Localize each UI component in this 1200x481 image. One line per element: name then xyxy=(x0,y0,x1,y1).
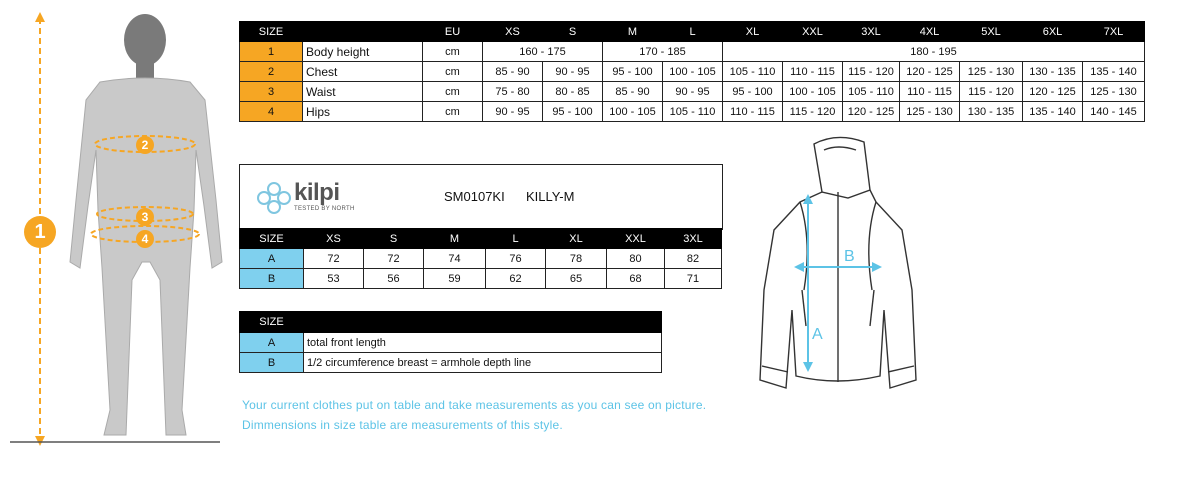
legend-key: A xyxy=(240,333,304,353)
value-cell: 80 - 85 xyxy=(543,82,603,102)
value-cell: 95 - 100 xyxy=(603,62,663,82)
value-cell: 72 xyxy=(364,249,424,269)
value-cell: 59 xyxy=(424,269,486,289)
row-unit: cm xyxy=(423,62,483,82)
value-cell: 105 - 110 xyxy=(723,62,783,82)
value-cell: 130 - 135 xyxy=(1023,62,1083,82)
table-row xyxy=(240,82,1145,102)
row-key: B xyxy=(240,269,304,289)
value-cell: 95 - 100 xyxy=(543,102,603,122)
row-number: 4 xyxy=(240,102,303,122)
value-cell: 85 - 90 xyxy=(603,82,663,102)
value-cell: 125 - 130 xyxy=(960,62,1023,82)
value-cell: 120 - 125 xyxy=(1023,82,1083,102)
jacket-label-a: A xyxy=(812,326,823,343)
legend-text: total front length xyxy=(304,333,662,353)
row-label: Body height xyxy=(303,42,423,62)
row-label: Chest xyxy=(303,62,423,82)
value-cell: 90 - 95 xyxy=(663,82,723,102)
header-cell: 3XL xyxy=(843,22,900,42)
legend-key: B xyxy=(240,353,304,373)
row-label: Waist xyxy=(303,82,423,102)
row-number: 3 xyxy=(240,82,303,102)
value-cell: 100 - 105 xyxy=(663,62,723,82)
value-cell: 125 - 130 xyxy=(900,102,960,122)
value-cell: 78 xyxy=(546,249,607,269)
header-cell: SIZE xyxy=(240,22,303,42)
header-cell: 6XL xyxy=(1023,22,1083,42)
header-cell: SIZE xyxy=(240,312,304,333)
marker-2: 2 xyxy=(136,136,154,154)
range-cell: 160 - 175 xyxy=(483,42,603,62)
value-cell: 115 - 120 xyxy=(783,102,843,122)
value-cell: 110 - 115 xyxy=(783,62,843,82)
brand-tagline: TESTED BY NORTH xyxy=(294,206,355,212)
value-cell: 120 - 125 xyxy=(843,102,900,122)
value-cell: 85 - 90 xyxy=(483,62,543,82)
legend-row xyxy=(240,333,662,353)
table-row xyxy=(240,102,1145,122)
header-cell: 7XL xyxy=(1083,22,1145,42)
marker-3: 3 xyxy=(136,208,154,226)
row-key: A xyxy=(240,249,304,269)
product-header xyxy=(239,164,723,230)
product-name: KILLY-M xyxy=(526,189,575,204)
header-cell: M xyxy=(603,22,663,42)
value-cell: 71 xyxy=(665,269,722,289)
header-cell: 3XL xyxy=(665,229,722,249)
value-cell: 74 xyxy=(424,249,486,269)
header-cell: XL xyxy=(723,22,783,42)
value-cell: 82 xyxy=(665,249,722,269)
value-cell: 105 - 110 xyxy=(843,82,900,102)
value-cell: 115 - 120 xyxy=(960,82,1023,102)
row-label: Hips xyxy=(303,102,423,122)
header-cell: XS xyxy=(483,22,543,42)
value-cell: 80 xyxy=(607,249,665,269)
value-cell: 125 - 130 xyxy=(1083,82,1145,102)
instruction-note-1: Your current clothes put on table and take measurements as you can see on picture. xyxy=(242,398,707,412)
header-cell: L xyxy=(486,229,546,249)
product-code: SM0107KI xyxy=(444,189,505,204)
value-cell: 68 xyxy=(607,269,665,289)
knot-icon xyxy=(254,181,294,215)
marker-1: 1 xyxy=(24,216,56,248)
header-cell: XL xyxy=(546,229,607,249)
row-unit: cm xyxy=(423,82,483,102)
value-cell: 100 - 105 xyxy=(603,102,663,122)
body-figure xyxy=(0,0,235,476)
table-row xyxy=(240,42,1145,62)
header-cell: M xyxy=(424,229,486,249)
legend-header xyxy=(240,312,662,333)
value-cell: 115 - 120 xyxy=(843,62,900,82)
value-cell: 90 - 95 xyxy=(483,102,543,122)
value-cell: 100 - 105 xyxy=(783,82,843,102)
value-cell: 53 xyxy=(304,269,364,289)
header-cell: 4XL xyxy=(900,22,960,42)
value-cell: 110 - 115 xyxy=(900,82,960,102)
header-cell: S xyxy=(543,22,603,42)
brand-name: kilpi xyxy=(294,179,340,206)
value-cell: 135 - 140 xyxy=(1023,102,1083,122)
range-cell: 170 - 185 xyxy=(603,42,723,62)
kilpi-logo xyxy=(254,179,364,219)
header-cell: S xyxy=(364,229,424,249)
value-cell: 75 - 80 xyxy=(483,82,543,102)
header-cell: EU xyxy=(423,22,483,42)
value-cell: 95 - 100 xyxy=(723,82,783,102)
value-cell: 105 - 110 xyxy=(663,102,723,122)
size-table-header xyxy=(240,22,1145,42)
header-cell: L xyxy=(663,22,723,42)
row-unit: cm xyxy=(423,42,483,62)
jacket-label-b: B xyxy=(844,248,855,265)
product-table-header xyxy=(240,229,722,249)
row-number: 2 xyxy=(240,62,303,82)
value-cell: 62 xyxy=(486,269,546,289)
header-cell: XXL xyxy=(783,22,843,42)
header-cell xyxy=(303,22,423,42)
header-cell: XS xyxy=(304,229,364,249)
legend-text: 1/2 circumference breast = armhole depth line xyxy=(304,353,662,373)
value-cell: 76 xyxy=(486,249,546,269)
legend-row xyxy=(240,353,662,373)
row-number: 1 xyxy=(240,42,303,62)
value-cell: 130 - 135 xyxy=(960,102,1023,122)
marker-4: 4 xyxy=(136,230,154,248)
header-cell: SIZE xyxy=(240,229,304,249)
value-cell: 56 xyxy=(364,269,424,289)
value-cell: 65 xyxy=(546,269,607,289)
table-row xyxy=(240,249,722,269)
range-cell: 180 - 195 xyxy=(723,42,1145,62)
legend-table xyxy=(239,311,662,373)
value-cell: 90 - 95 xyxy=(543,62,603,82)
row-unit: cm xyxy=(423,102,483,122)
header-cell: 5XL xyxy=(960,22,1023,42)
value-cell: 72 xyxy=(304,249,364,269)
table-row xyxy=(240,269,722,289)
header-cell xyxy=(304,312,662,333)
product-size-table xyxy=(239,228,722,289)
value-cell: 135 - 140 xyxy=(1083,62,1145,82)
instruction-note-2: Dimmensions in size table are measurements of this style. xyxy=(242,418,563,432)
size-table xyxy=(239,21,1145,122)
table-row xyxy=(240,62,1145,82)
value-cell: 140 - 145 xyxy=(1083,102,1145,122)
jacket-drawing xyxy=(752,130,922,400)
header-cell: XXL xyxy=(607,229,665,249)
value-cell: 110 - 115 xyxy=(723,102,783,122)
value-cell: 120 - 125 xyxy=(900,62,960,82)
